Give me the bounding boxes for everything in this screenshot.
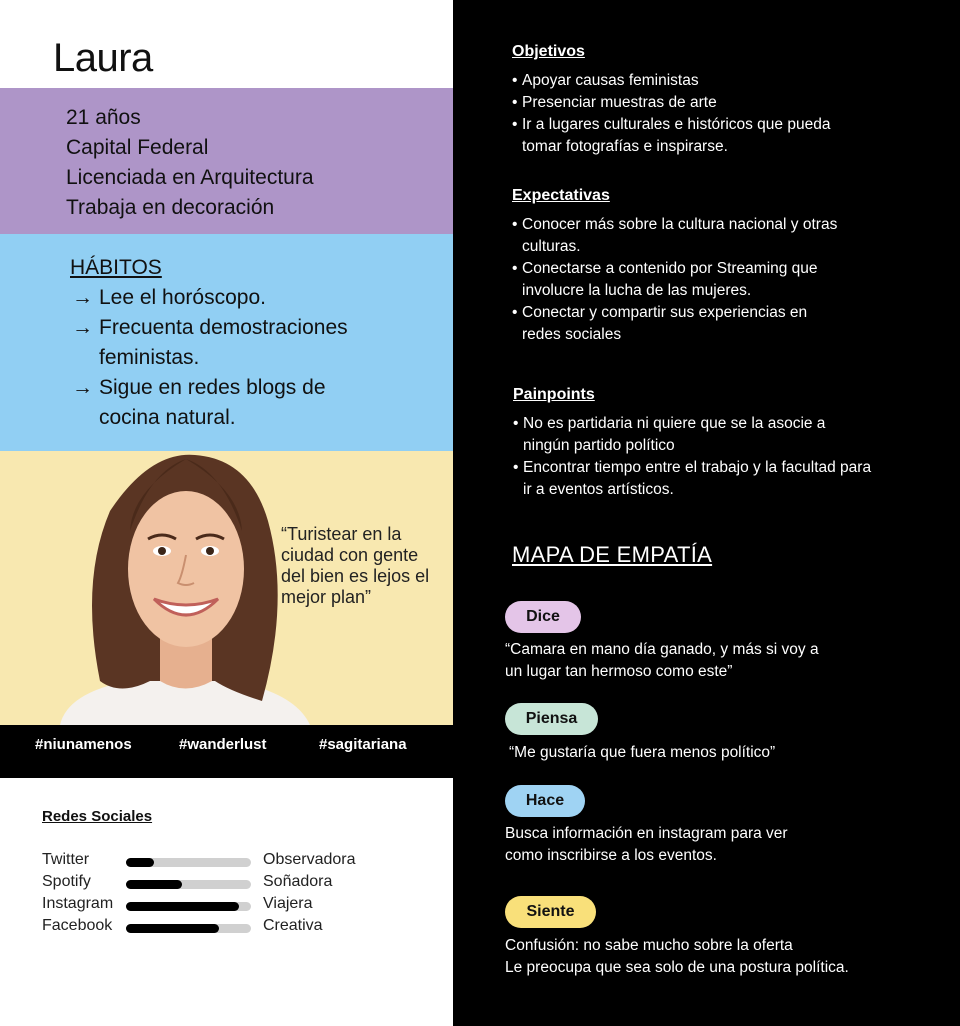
demographic-education: Licenciada en Arquitectura	[66, 166, 314, 189]
hashtag: #sagitariana	[319, 736, 407, 753]
social-network: Facebook	[42, 917, 113, 934]
social-level-bar	[126, 902, 239, 911]
social-level-track	[126, 880, 251, 889]
expectations-title: Expectativas	[512, 187, 610, 204]
social-network: Spotify	[42, 873, 91, 890]
social-level-track	[126, 924, 251, 933]
feels-text-line2: Le preocupa que sea solo de una postura política.	[505, 959, 849, 976]
thinks-text: “Me gustaría que fuera menos político”	[509, 744, 776, 761]
personality-trait: Viajera	[263, 895, 313, 912]
hashtag: #wanderlust	[179, 736, 267, 753]
demographic-occupation: Trabaja en decoración	[66, 196, 275, 219]
does-text: Busca información en instagram para ver como inscribirse a los eventos.	[505, 825, 788, 864]
habits-block: HÁBITOS → Lee el horóscopo. → Frecuenta demostraciones feministas. → Sigue en redes blogs de cocina natural.	[0, 234, 453, 451]
personality-trait: Creativa	[263, 917, 323, 934]
social-network: Instagram	[42, 895, 114, 912]
demographic-age: 21 años	[66, 106, 141, 129]
social-level-bar	[126, 858, 154, 867]
social-title: Redes Sociales	[42, 808, 153, 825]
social-row	[42, 873, 372, 895]
social-level-track	[126, 902, 251, 911]
social-row	[42, 917, 372, 939]
personality-trait: Observadora	[263, 851, 356, 868]
says-text: “Camara en mano día ganado, y más si voy a un lugar tan hermoso como este”	[505, 641, 819, 680]
social-row	[42, 851, 372, 873]
persona-name: Laura	[53, 36, 153, 80]
social-row	[42, 895, 372, 917]
persona-quote: “Turistear en la ciudad con gente del bien es lejos el mejor plan”	[281, 524, 430, 607]
hashtag: #niunamenos	[35, 736, 132, 753]
persona-panel	[0, 0, 453, 1026]
arrow-right-icon: →	[72, 316, 93, 339]
social-level-track	[126, 858, 251, 867]
persona-photo-area	[0, 451, 453, 725]
arrow-right-icon: →	[72, 286, 93, 309]
objectives-title: Objetivos	[512, 43, 585, 60]
feels-text-line1: Confusión: no sabe mucho sobre la oferta	[505, 937, 793, 954]
habits-title: HÁBITOS	[70, 256, 162, 279]
empathy-map-title: MAPA DE EMPATÍA	[512, 542, 713, 567]
feels-pill: Siente	[505, 896, 596, 928]
arrow-right-icon: →	[72, 376, 93, 399]
thinks-pill: Piensa	[505, 703, 598, 735]
hashtag-bar	[0, 725, 453, 778]
personality-trait: Soñadora	[263, 873, 333, 890]
demographics-block	[0, 88, 453, 234]
demographic-location: Capital Federal	[66, 136, 209, 159]
says-pill: Dice	[505, 601, 581, 633]
social-network: Twitter	[42, 851, 90, 868]
social-level-bar	[126, 924, 219, 933]
social-level-bar	[126, 880, 182, 889]
does-pill: Hace	[505, 785, 585, 817]
painpoints-title: Painpoints	[513, 386, 595, 403]
